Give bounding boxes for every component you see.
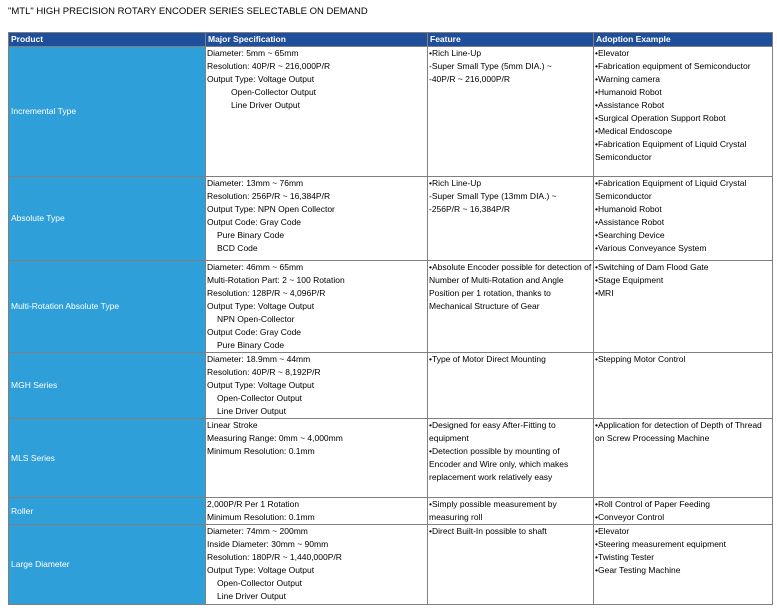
product-cell: Incremental Type — [9, 47, 206, 177]
adoption-cell: •Stepping Motor Control — [594, 353, 773, 419]
table-row — [9, 177, 773, 261]
spec-cell: Diameter: 18.9mm ~ 44mm Resolution: 40P/R ~ 8,192P/R Output Type: Voltage Output Open-Collector Output Line Driver Output — [206, 353, 428, 419]
feature-cell: •Designed for easy After-Fitting to equipment •Detection possible by mounting of Encoder and Wire only, which makes replacement work relatively easy — [428, 419, 594, 498]
header-feature: Feature — [428, 33, 594, 47]
product-cell: Multi-Rotation Absolute Type — [9, 261, 206, 353]
table-row — [9, 353, 773, 419]
spec-cell: Diameter: 5mm ~ 65mm Resolution: 40P/R ~ 216,000P/R Output Type: Voltage Output Open-Collector Output Line Driver Output — [206, 47, 428, 177]
table-row — [9, 498, 773, 525]
product-cell: Absolute Type — [9, 177, 206, 261]
adoption-cell: •Roll Control of Paper Feeding •Conveyor Control — [594, 498, 773, 525]
table-row — [9, 261, 773, 353]
spec-cell: Diameter: 46mm ~ 65mm Multi-Rotation Part: 2 ~ 100 Rotation Resolution: 128P/R ~ 4,096P/R Output Type: Voltage Output NPN Open-Collector Output Code: Gray Code Pure Binary Code — [206, 261, 428, 353]
page-title: "MTL" HIGH PRECISION ROTARY ENCODER SERIES SELECTABLE ON DEMAND — [8, 6, 368, 17]
product-cell: Roller — [9, 498, 206, 525]
table-row — [9, 419, 773, 498]
adoption-cell: •Fabrication Equipment of Liquid Crystal Semiconductor •Humanoid Robot •Assistance Robot •Searching Device •Various Conveyance System — [594, 177, 773, 261]
header-major-specification: Major Specification — [206, 33, 428, 47]
table-header-row — [9, 33, 773, 47]
feature-cell: •Simply possible measurement by measuring roll — [428, 498, 594, 525]
adoption-cell: •Application for detection of Depth of Thread on Screw Processing Machine — [594, 419, 773, 498]
product-cell: MGH Series — [9, 353, 206, 419]
feature-cell: •Rich Line-Up -Super Small Type (13mm DIA.) ~ -256P/R ~ 16,384P/R — [428, 177, 594, 261]
header-adoption-example: Adoption Example — [594, 33, 773, 47]
header-product: Product — [9, 33, 206, 47]
spec-cell: Linear Stroke Measuring Range: 0mm ~ 4,000mm Minimum Resolution: 0.1mm — [206, 419, 428, 498]
feature-cell: •Type of Motor Direct Mounting — [428, 353, 594, 419]
feature-cell: •Absolute Encoder possible for detection of Number of Multi-Rotation and Angle Position per 1 rotation, thanks to Mechanical Structure of Gear — [428, 261, 594, 353]
product-cell: MLS Series — [9, 419, 206, 498]
spec-cell: Diameter: 74mm ~ 200mm Inside Diameter: 30mm ~ 90mm Resolution: 180P/R ~ 1,440,000P/R Output Type: Voltage Output Open-Collector Output Line Driver Output — [206, 525, 428, 605]
spec-cell: Diameter: 13mm ~ 76mm Resolution: 256P/R ~ 16,384P/R Output Type: NPN Open Collector Output Code: Gray Code Pure Binary Code BCD Code — [206, 177, 428, 261]
table-row — [9, 525, 773, 605]
encoder-table — [8, 32, 773, 605]
spec-cell: 2,000P/R Per 1 Rotation Minimum Resolution: 0.1mm — [206, 498, 428, 525]
adoption-cell: •Switching of Dam Flood Gate •Stage Equipment •MRI — [594, 261, 773, 353]
table-row — [9, 47, 773, 177]
adoption-cell: •Elevator •Fabrication equipment of Semiconductor •Warning camera •Humanoid Robot •Assistance Robot •Surgical Operation Support Robot •Medical Endoscope •Fabrication Equipment of Liquid Crystal Semiconductor — [594, 47, 773, 177]
adoption-cell: •Elevator •Steering measurement equipment •Twisting Tester •Gear Testing Machine — [594, 525, 773, 605]
feature-cell: •Rich Line-Up -Super Small Type (5mm DIA.) ~ -40P/R ~ 216,000P/R — [428, 47, 594, 177]
feature-cell: •Direct Built-In possible to shaft — [428, 525, 594, 605]
product-cell: Large Diameter — [9, 525, 206, 605]
